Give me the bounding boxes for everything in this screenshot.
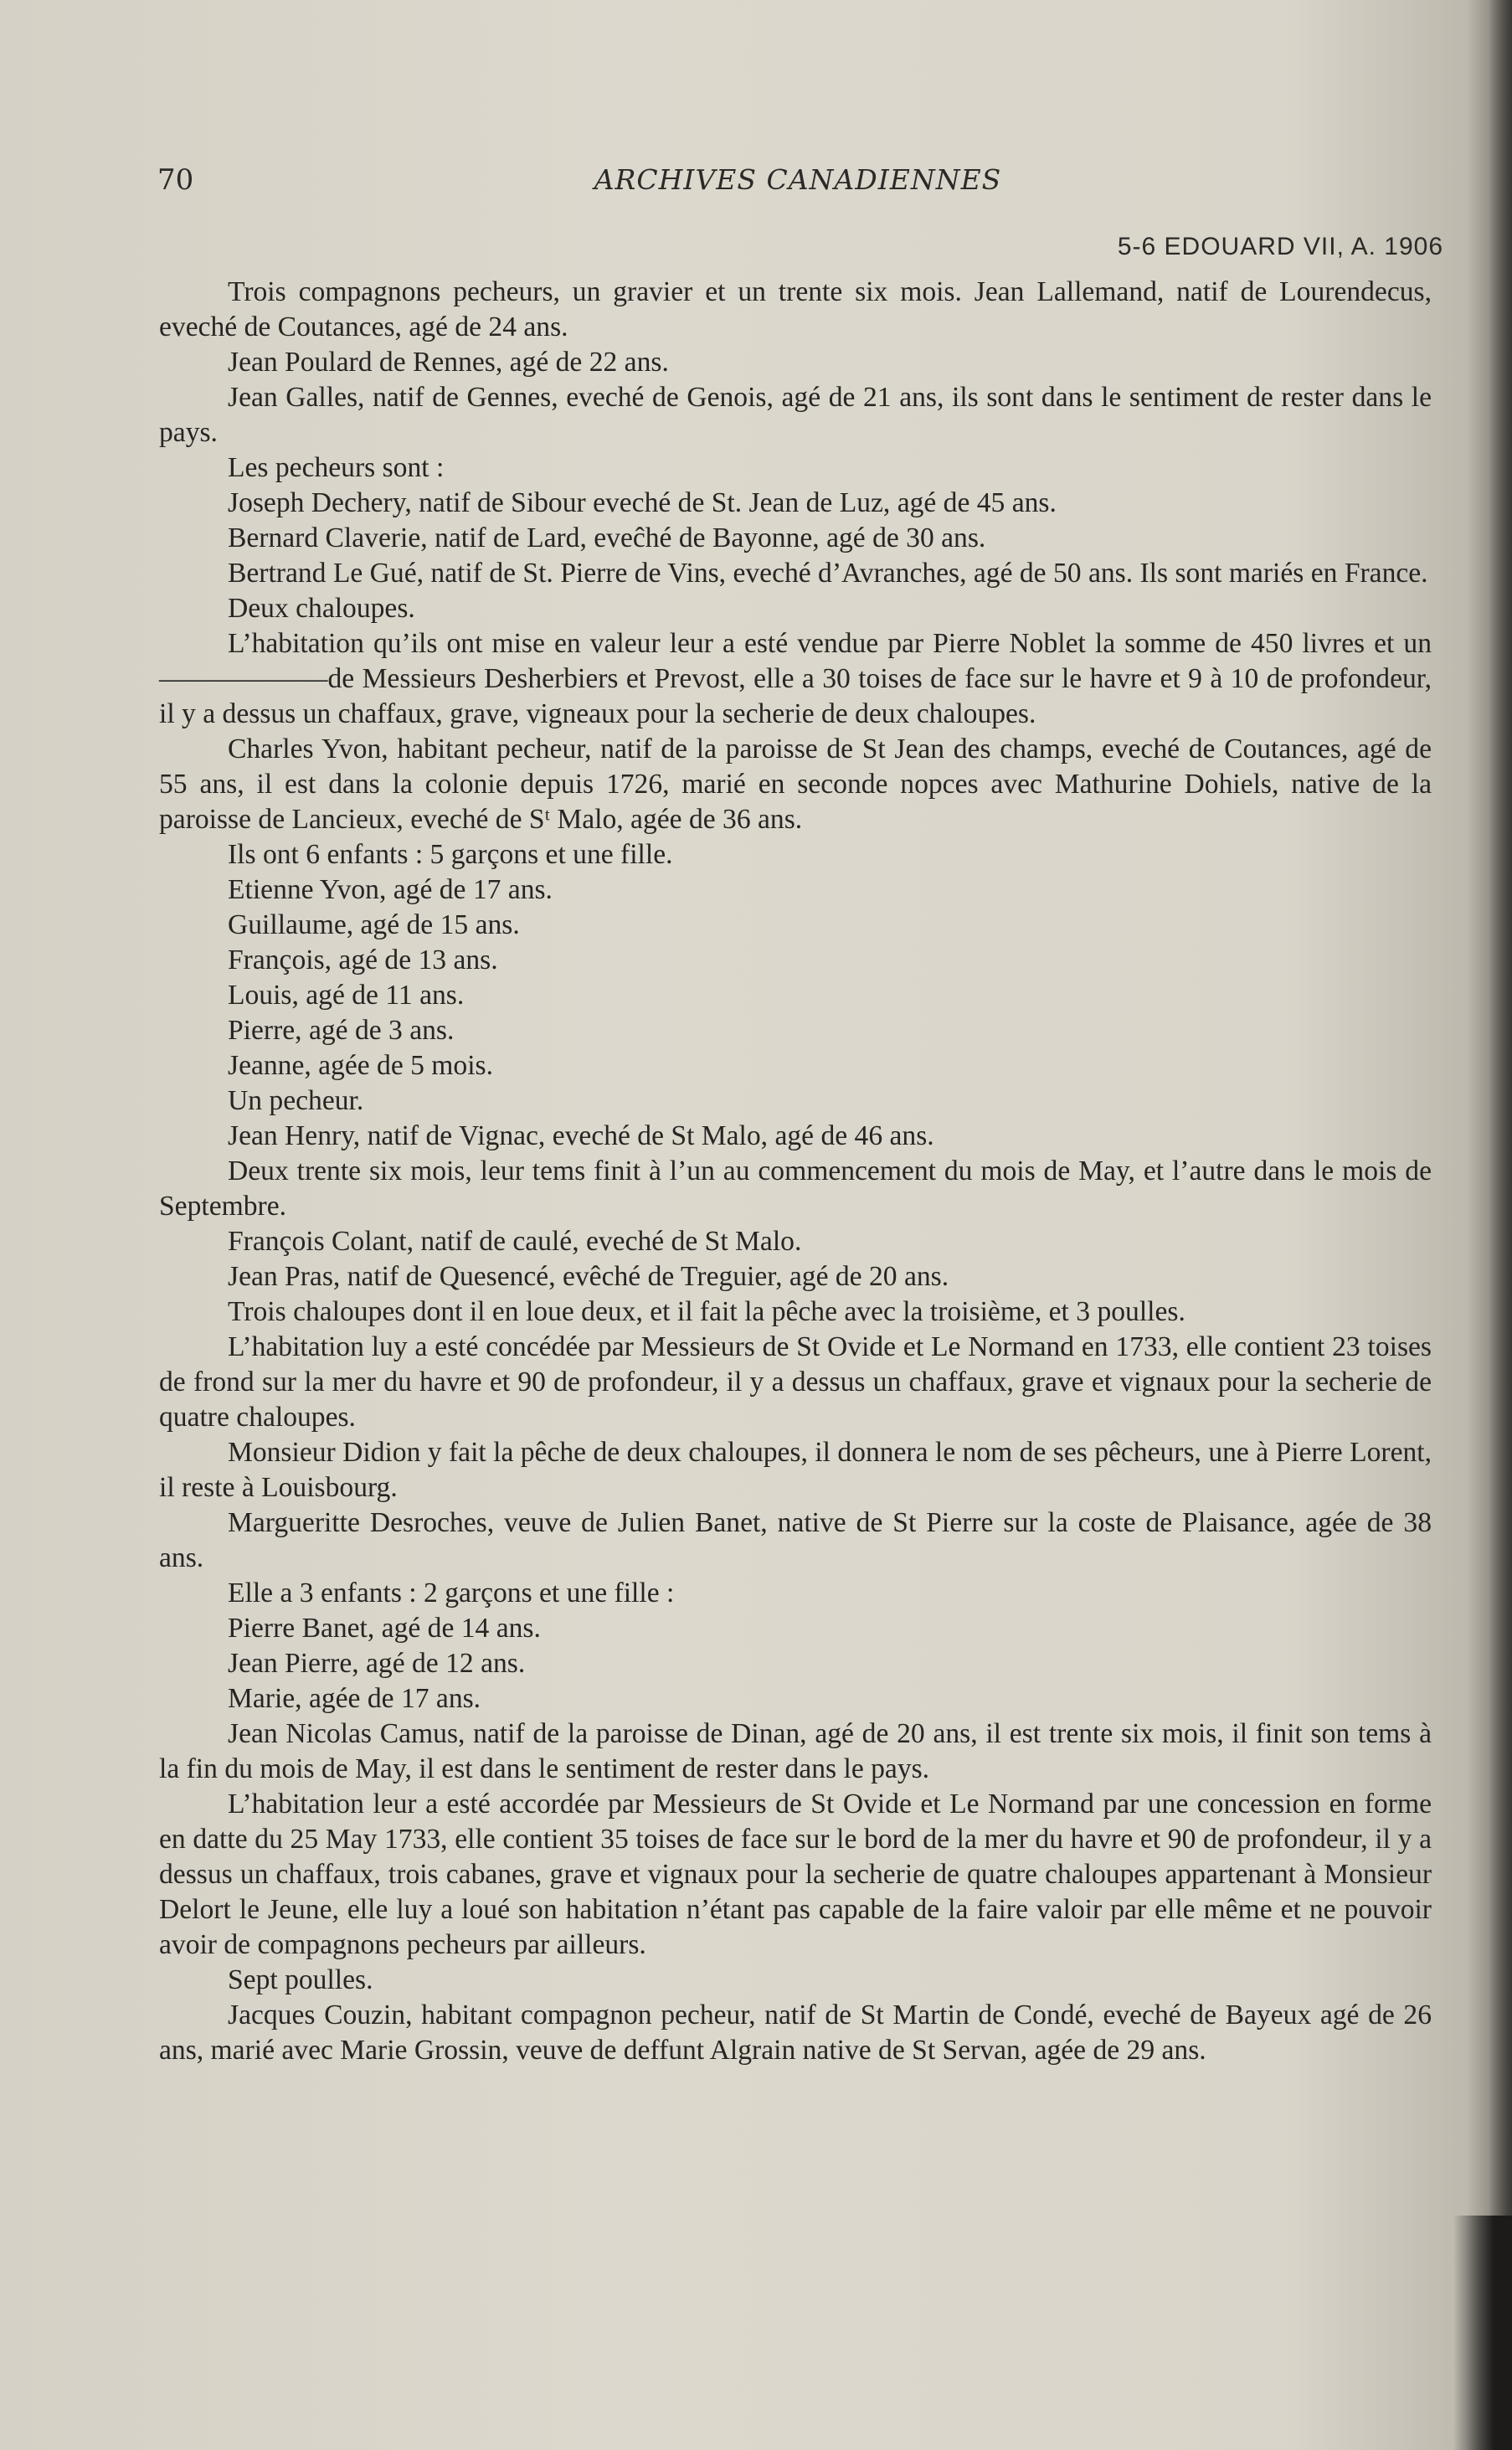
paragraph: L’habitation luy a esté concédée par Messieurs de St Ovide et Le Normand en 1733, elle contient 23 toises de frond sur la mer du havre et 90 de profondeur, il y a dessus un chaffaux, grave et vignaux pour la secherie de quatre chaloupes.: [159, 1331, 1432, 1433]
paragraph: L’habitation leur a esté accordée par Messieurs de St Ovide et Le Normand par une concession en forme en datte du 25 May 1733, elle contient 35 toises de face sur le bord de la mer du havre et 90 de profondeur, il y a dessus un chaffaux, trois cabanes, grave et vignaux pour la secherie de quatre chaloupes appartenant à Monsieur Delort le Jeune, elle luy a loué son habitation n’étant pas capable de la faire valoir par elle même et ne pouvoir avoir de compagnons pecheurs par ailleurs.: [159, 1789, 1432, 1960]
list-item: Un pecheur.: [228, 1085, 364, 1116]
paragraph: Deux chaloupes.: [228, 593, 415, 624]
paragraph: Joseph Dechery, natif de Sibour eveché de St. Jean de Luz, agé de 45 ans.: [228, 487, 1057, 518]
session-label: 5-6 EDOUARD VII, A. 1906: [1117, 233, 1443, 260]
list-item: Jeanne, agée de 5 mois.: [228, 1050, 494, 1081]
page-edge-shadow: [1489, 0, 1512, 2450]
paragraph: Jean Henry, natif de Vignac, eveché de St Malo, agé de 46 ans.: [228, 1120, 934, 1151]
list-item: Jean Pierre, agé de 12 ans.: [228, 1648, 526, 1679]
list-item: Ils ont 6 enfants : 5 garçons et une fille.: [228, 839, 673, 870]
list-item: Sept poulles.: [228, 1964, 373, 1995]
paragraph: François Colant, natif de caulé, eveché de St Malo.: [228, 1226, 802, 1257]
paragraph: Bernard Claverie, natif de Lard, eveĉhé de Bayonne, agé de 30 ans.: [228, 522, 986, 553]
paragraph: Trois chaloupes dont il en loue deux, et il fait la pêche avec la troisième, et 3 poulles.: [228, 1296, 1185, 1327]
paragraph: Jean Nicolas Camus, natif de la paroisse de Dinan, agé de 20 ans, il est trente six mois, il finit son tems à la fin du mois de May, il est dans le sentiment de rester dans le pays.: [159, 1718, 1432, 1784]
paragraph: Margueritte Desroches, veuve de Julien Banet, native de St Pierre sur la coste de Plaisance, agée de 38 ans.: [159, 1507, 1432, 1573]
page-number: 70: [157, 163, 194, 197]
paragraph: Deux trente six mois, leur tems finit à l’un au commencement du mois de May, et l’autre dans le mois de Septembre.: [159, 1156, 1432, 1222]
paragraph: Jean Pras, natif de Quesencé, evêché de Treguier, agé de 20 ans.: [228, 1261, 949, 1292]
list-item: Etienne Yvon, agé de 17 ans.: [228, 874, 553, 905]
paragraph: L’habitation qu’ils ont mise en valeur leur a esté vendue par Pierre Noblet la somme de 450 livres et un——————de Messieurs Desherbiers et Prevost, elle a 30 toises de face sur le havre et 9 à 10 de profondeur, il y a dessus un chaffaux, grave, vigneaux pour la secherie de deux chaloupes.: [159, 628, 1432, 729]
paragraph: Jean Galles, natif de Gennes, eveché de Genois, agé de 21 ans, ils sont dans le sentiment de rester dans le pays.: [159, 382, 1432, 448]
list-item: Pierre, agé de 3 ans.: [228, 1015, 455, 1046]
list-item: Guillaume, agé de 15 ans.: [228, 909, 520, 940]
page-corner-shadow: [1453, 2216, 1512, 2450]
paragraph: Charles Yvon, habitant pecheur, natif de la paroisse de St Jean des champs, eveché de Coutances, agé de 55 ans, il est dans la colonie depuis 1726, marié en seconde nopces avec Mathurine Dohiels, native de la paroisse de Lancieux, eveché de Sᵗ Malo, agée de 36 ans.: [159, 733, 1432, 835]
list-item: Elle a 3 enfants : 2 garçons et une fille :: [228, 1578, 675, 1608]
list-item: Louis, agé de 11 ans.: [228, 980, 465, 1011]
list-item: François, agé de 13 ans.: [228, 944, 498, 975]
body-text: [159, 275, 1432, 2068]
paragraph: Bertrand Le Gué, natif de St. Pierre de Vins, eveché d’Avranches, agé de 50 ans. Ils sont mariés en France.: [228, 558, 1428, 589]
paragraph: Jacques Couzin, habitant compagnon pecheur, natif de St Martin de Condé, eveché de Bayeux agé de 26 ans, marié avec Marie Grossin, veuve de deffunt Algrain native de St Servan, agée de 29 ans.: [159, 2000, 1432, 2066]
paragraph: Les pecheurs sont :: [228, 452, 445, 483]
paragraph: Monsieur Didion y fait la pêche de deux chaloupes, il donnera le nom de ses pêcheurs, une à Pierre Lorent, il reste à Louisbourg.: [159, 1437, 1432, 1503]
paragraph: Trois compagnons pecheurs, un gravier et un trente six mois. Jean Lallemand, natif de Lourendecus, eveché de Coutances, agé de 24 ans.: [159, 276, 1432, 342]
list-item: Marie, agée de 17 ans.: [228, 1683, 481, 1714]
paragraph: Jean Poulard de Rennes, agé de 22 ans.: [228, 347, 669, 378]
list-item: Pierre Banet, agé de 14 ans.: [228, 1613, 541, 1644]
running-title: ARCHIVES CANADIENNES: [594, 163, 1002, 196]
running-header: [157, 163, 1438, 205]
